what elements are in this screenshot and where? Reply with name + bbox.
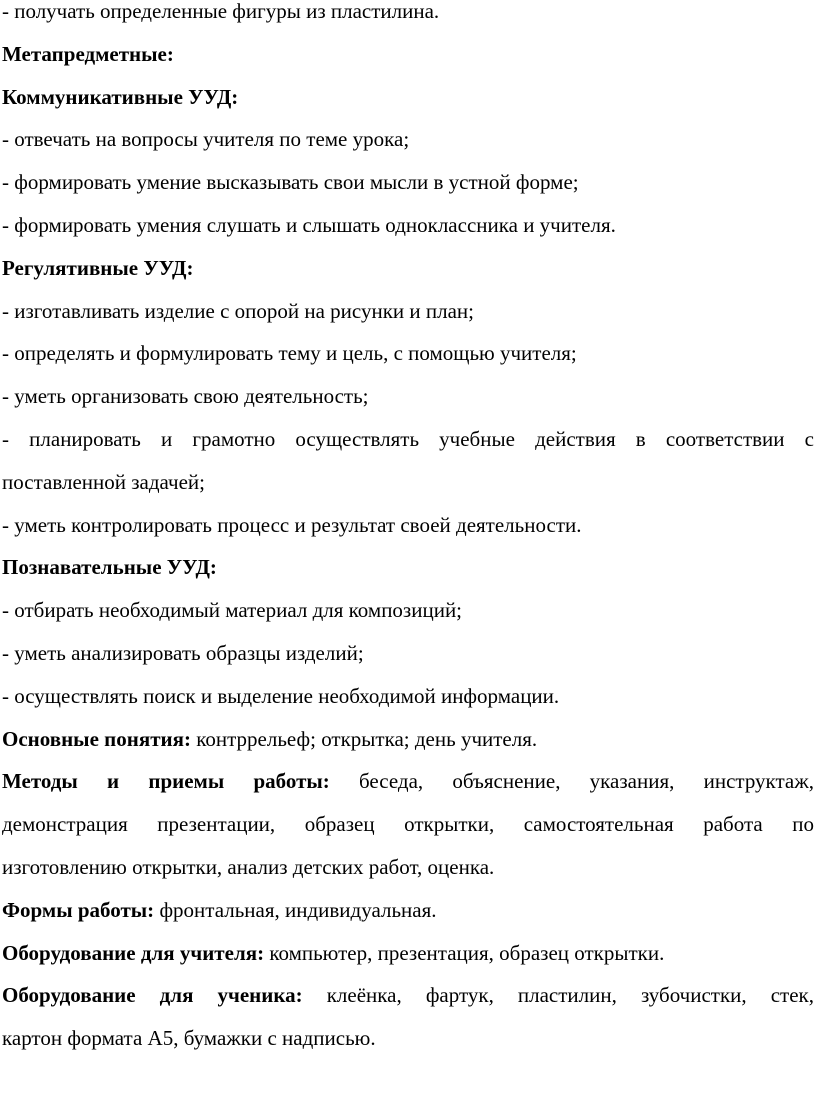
list-item: - определять и формулировать тему и цель, с помощью учителя; xyxy=(2,341,577,366)
regulative-heading: Регулятивные УУД: xyxy=(2,255,194,280)
methods-line xyxy=(2,760,814,803)
teacher-equipment-text: компьютер, презентация, образец открытки. xyxy=(264,940,665,965)
forms-label: Формы работы: xyxy=(2,897,155,922)
meta-heading: Метапредметные: xyxy=(2,41,174,66)
list-item: - отвечать на вопросы учителя по теме урока; xyxy=(2,127,410,152)
teacher-equipment-label: Оборудование для учителя: xyxy=(2,940,265,965)
student-equipment-line: картон формата А5, бумажки с надписью. xyxy=(2,1026,376,1051)
list-item-continuation: поставленной задачей; xyxy=(2,469,205,494)
cognitive-heading: Познавательные УУД: xyxy=(2,555,217,580)
text-line: - получать определенные фигуры из пластилина. xyxy=(2,0,440,23)
communicative-heading: Коммуникативные УУД: xyxy=(2,84,239,109)
list-item: - формировать умение высказывать свои мысли в устной форме; xyxy=(2,170,579,195)
list-item: - уметь контролировать процесс и результат своей деятельности. xyxy=(2,512,582,537)
concepts-label: Основные понятия: xyxy=(2,726,191,751)
student-equipment-text: клеёнка, фартук, пластилин, зубочистки, стек, xyxy=(302,983,814,1008)
methods-line: демонстрация презентации, образец открытки, самостоятельная работа по xyxy=(2,812,814,837)
student-equipment-label: Оборудование для ученика: xyxy=(2,983,303,1008)
list-item: - уметь анализировать образцы изделий; xyxy=(2,640,364,665)
forms-line xyxy=(2,889,814,932)
concepts-line xyxy=(2,718,814,761)
teacher-equipment-line xyxy=(2,932,814,975)
concepts-text: контррельеф; открытка; день учителя. xyxy=(190,726,538,751)
list-item: - уметь организовать свою деятельность; xyxy=(2,384,369,409)
methods-line: изготовлению открытки, анализ детских работ, оценка. xyxy=(2,854,495,879)
list-item: - планировать и грамотно осуществлять учебные действия в соответствии с xyxy=(2,426,814,451)
methods-label: Методы и приемы работы: xyxy=(2,769,330,794)
list-item: - формировать умения слушать и слышать одноклассника и учителя. xyxy=(2,212,616,237)
list-item: - отбирать необходимый материал для композиций; xyxy=(2,598,463,623)
list-item: - осуществлять поиск и выделение необходимой информации. xyxy=(2,683,560,708)
student-equipment-line xyxy=(2,974,814,1017)
forms-text: фронтальная, индивидуальная. xyxy=(154,897,437,922)
list-item: - изготавливать изделие с опорой на рисунки и план; xyxy=(2,298,474,323)
methods-text: беседа, объяснение, указания, инструктаж, xyxy=(329,769,814,794)
